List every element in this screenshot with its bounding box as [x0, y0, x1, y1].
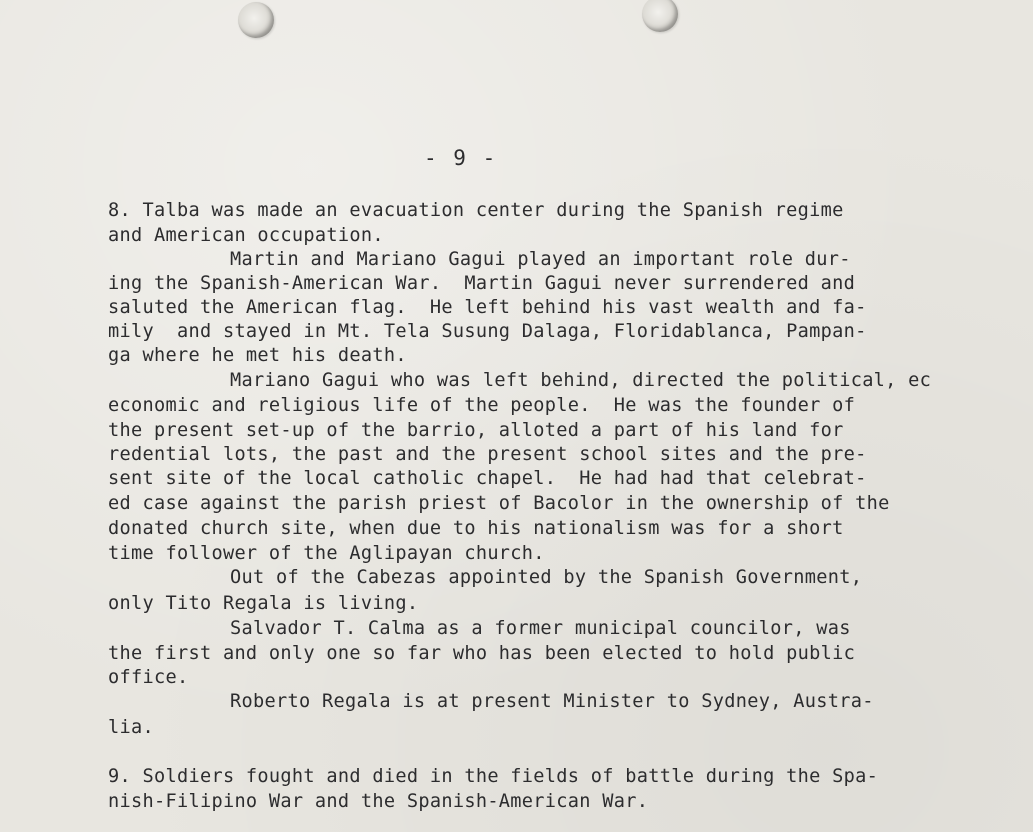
text-line: saluted the American flag. He left behind his vast wealth and fa- [108, 297, 867, 318]
text-line: lia. [108, 717, 154, 738]
text-line: office. [108, 667, 189, 688]
text-line: ga where he met his death. [108, 345, 407, 366]
text-line: Martin and Mariano Gagui played an important role dur- [230, 249, 851, 270]
text-line: 9. Soldiers fought and died in the fields of battle during the Spa- [108, 766, 879, 787]
text-line: the present set-up of the barrio, alloted a part of his land for [108, 420, 844, 441]
text-line: ing the Spanish-American War. Martin Gagui never surrendered and [108, 273, 856, 294]
text-line: mily and stayed in Mt. Tela Susung Dalaga, Floridablanca, Pampan- [108, 321, 867, 342]
punch-hole-left [238, 2, 274, 38]
text-line: sent site of the local catholic chapel. He had had that celebrat- [108, 468, 867, 489]
text-line: redential lots, the past and the present school sites and the pre- [108, 444, 867, 465]
text-line: the first and only one so far who has been elected to hold public [108, 643, 856, 664]
text-line: time follower of the Aglipayan church. [108, 543, 545, 564]
text-line: 8. Talba was made an evacuation center during the Spanish regime [108, 200, 844, 221]
text-line: donated church site, when due to his nationalism was for a short [108, 518, 844, 539]
text-line: only Tito Regala is living. [108, 593, 419, 614]
text-line: economic and religious life of the people. He was the founder of [108, 395, 856, 416]
punch-hole-right [642, 0, 678, 32]
text-line: Mariano Gagui who was left behind, directed the political, ec [230, 370, 932, 391]
text-line: and American occupation. [108, 225, 384, 246]
page-number: - 9 - [424, 146, 498, 170]
text-line: Salvador T. Calma as a former municipal councilor, was [230, 618, 851, 639]
text-line: Roberto Regala is at present Minister to Sydney, Austra- [230, 691, 874, 712]
text-line: ed case against the parish priest of Bacolor in the ownership of the [108, 493, 890, 514]
text-line: Out of the Cabezas appointed by the Spanish Government, [230, 567, 863, 588]
text-line: nish-Filipino War and the Spanish-American War. [108, 791, 649, 812]
